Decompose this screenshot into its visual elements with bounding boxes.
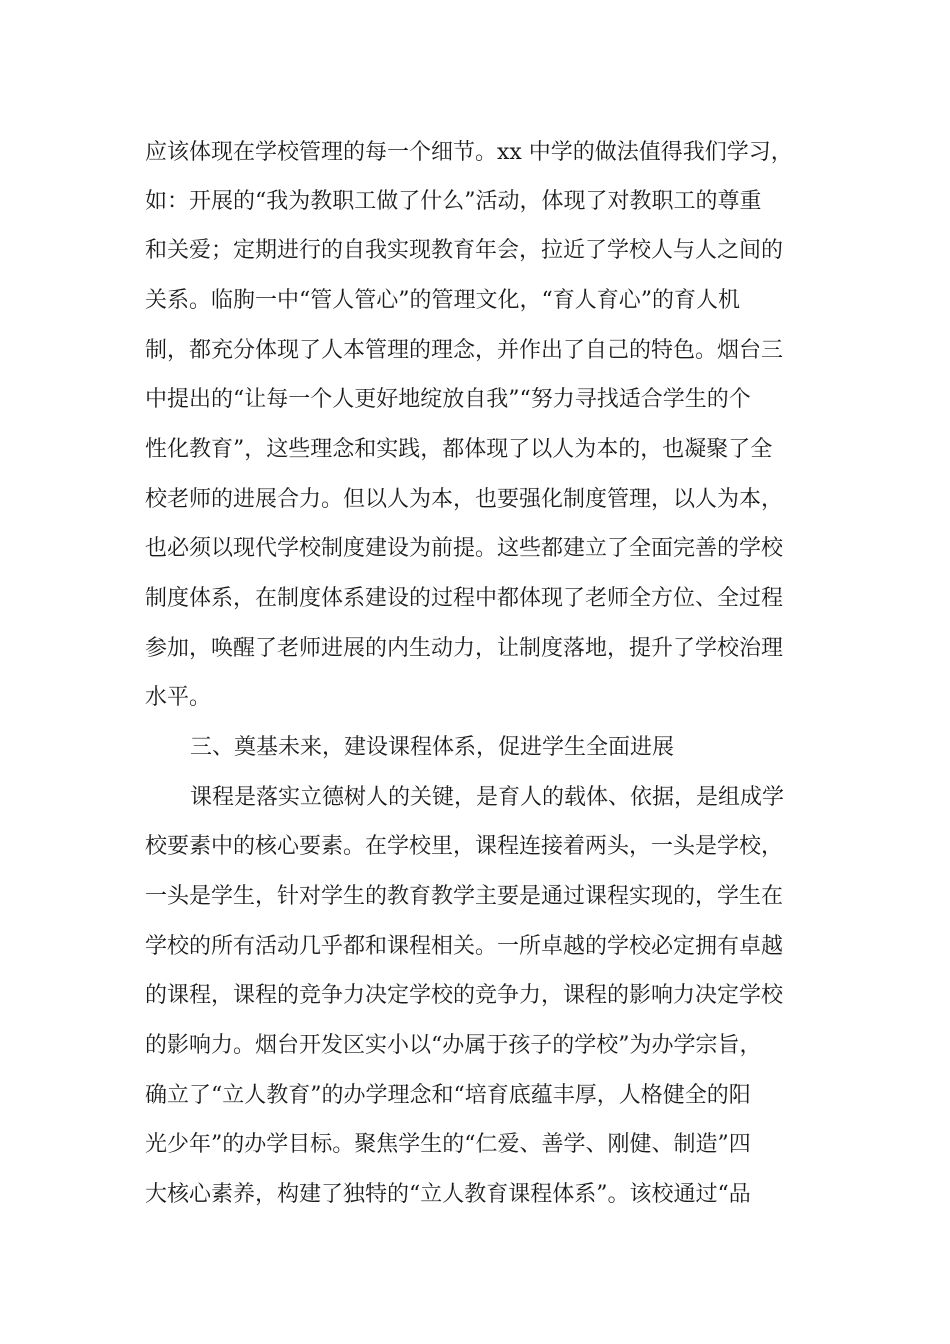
- text-line: 也必须以现代学校制度建设为前提。这些都建立了全面完善的学校: [145, 536, 784, 561]
- text-line: 参加，唤醒了老师进展的内生动力，让制度落地，提升了学校治理: [145, 636, 784, 661]
- text-line: 中提出的“让每一个人更好地绽放自我”“努力寻找适合学生的个: [145, 387, 751, 412]
- text-line: 关系。临朐一中“管人管心”的管理文化，“育人育心”的育人机: [145, 288, 740, 313]
- text-line: 性化教育”，这些理念和实践，都体现了以人为本的，也凝聚了全: [145, 437, 773, 462]
- text-line: 确立了“立人教育”的办学理念和“培育底蕴丰厚，人格健全的阳: [145, 1083, 751, 1108]
- text-line: 制度体系，在制度体系建设的过程中都体现了老师全方位、全过程: [145, 586, 784, 611]
- text-line: 光少年”的办学目标。聚焦学生的“仁爱、善学、刚健、制造”四: [145, 1132, 751, 1157]
- text-line: 应该体现在学校管理的每一个细节。xx 中学的做法值得我们学习，: [145, 140, 793, 165]
- text-line: 水平。: [145, 685, 212, 710]
- text-line: 大核心素养，构建了独特的“立人教育课程体系”。该校通过“品: [145, 1182, 751, 1207]
- text-line: 校老师的进展合力。但以人为本，也要强化制度管理，以人为本，: [145, 487, 784, 512]
- text-line: 学校的所有活动几乎都和课程相关。一所卓越的学校必定拥有卓越: [145, 934, 784, 959]
- text-line: 的课程，课程的竞争力决定学校的竞争力，课程的影响力决定学校: [145, 983, 784, 1008]
- text-line: 校要素中的核心要素。在学校里，课程连接着两头，一头是学校，: [145, 834, 784, 859]
- text-line: 制，都充分体现了人本管理的理念，并作出了自己的特色。烟台三: [145, 338, 784, 363]
- section-heading: 三、奠基未来，建设课程体系，促进学生全面进展: [190, 735, 675, 760]
- text-line: 的影响力。烟台开发区实小以“办属于孩子的学校”为办学宗旨，: [145, 1033, 762, 1058]
- text-line: 如：开展的“我为教职工做了什么”活动，体现了对教职工的尊重: [145, 189, 762, 214]
- text-line: 和关爱；定期进行的自我实现教育年会，拉近了学校人与人之间的: [145, 238, 784, 263]
- text-line: 课程是落实立德树人的关键，是育人的载体、依据，是组成学: [190, 785, 785, 810]
- text-line: 一头是学生，针对学生的教育教学主要是通过课程实现的，学生在: [145, 884, 784, 909]
